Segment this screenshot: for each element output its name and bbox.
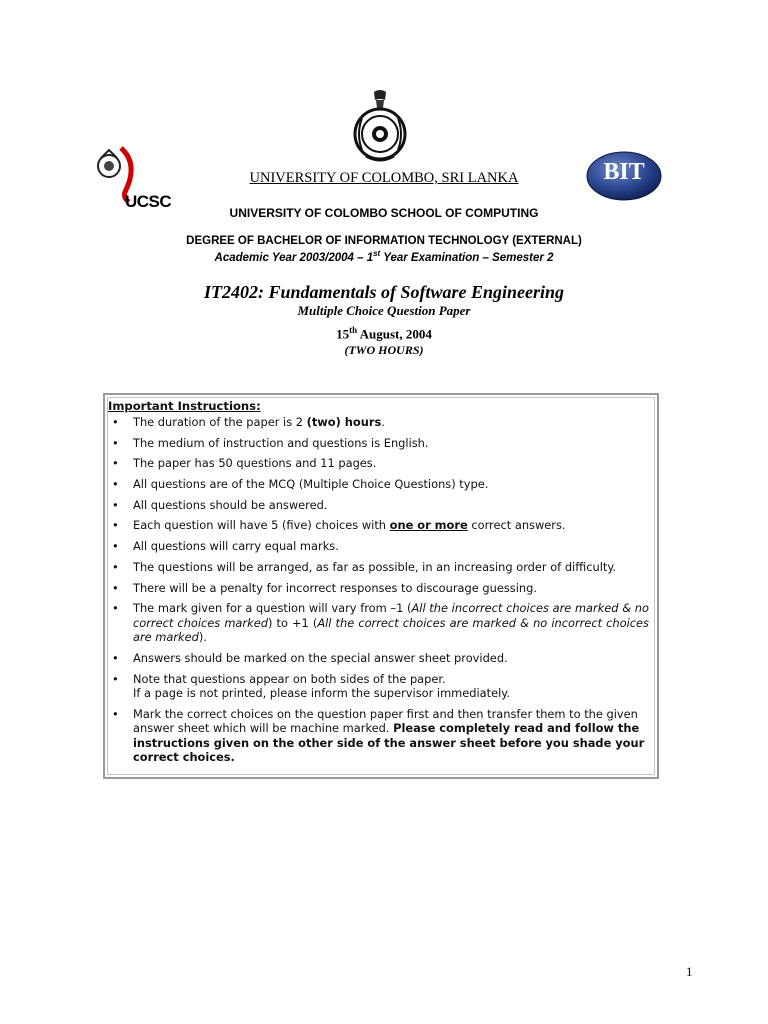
university-name: UNIVERSITY OF COLOMBO, SRI LANKA <box>249 170 519 186</box>
instruction-item <box>133 707 649 765</box>
instruction-text: If a page is not printed, please inform the supervisor immediately. <box>133 686 511 701</box>
exam-duration: (TWO HOURS) <box>344 343 424 357</box>
instruction-item <box>133 415 649 430</box>
instruction-item: • All questions should be answered. <box>133 498 649 513</box>
instruction-italic: All the correct choices are marked & no incorrect choices are marked <box>133 615 649 645</box>
instruction-emphasis: one or more <box>389 518 468 533</box>
university-crest-logo <box>352 88 408 164</box>
instruction-text: ). <box>198 630 207 645</box>
instructions-list <box>107 415 649 765</box>
exam-date <box>0 325 768 342</box>
instruction-text: Mark the correct choices on the question paper first and then transfer them to the given answer sheet which will be machine marked. <box>133 706 638 736</box>
instruction-item: • The paper has 50 questions and 11 pages. <box>133 456 649 471</box>
instruction-item: • All questions are of the MCQ (Multiple Choice Questions) type. <box>133 477 649 492</box>
instruction-item <box>133 518 649 533</box>
course-title: IT2402: Fundamentals of Software Engineering <box>203 282 565 302</box>
instruction-item: • The questions will be arranged, as far as possible, in an increasing order of difficulty. <box>133 560 649 575</box>
paper-type: Multiple Choice Question Paper <box>297 303 471 318</box>
bit-logo-text: BIT <box>603 159 645 185</box>
instruction-text: correct answers. <box>467 518 566 533</box>
instruction-emphasis: (two) hours <box>306 415 382 429</box>
instructions-heading: Important Instructions: <box>108 399 261 413</box>
instructions-box <box>103 393 659 779</box>
ucsc-logo-text: UCSC <box>125 192 172 211</box>
instruction-text: ) to +1 ( <box>267 615 318 630</box>
instruction-emphasis: Please completely read and follow the instructions given on the other side of the answer sheet before you shade your correct choices. <box>133 721 645 765</box>
instruction-italic: All the incorrect choices are marked & no correct choices marked <box>133 601 649 630</box>
instruction-text: The mark given for a question will vary from –1 ( <box>133 601 412 616</box>
school-name: UNIVERSITY OF COLOMBO SCHOOL OF COMPUTING <box>229 206 539 220</box>
instruction-item: • All questions will carry equal marks. <box>133 539 649 554</box>
instruction-item: • There will be a penalty for incorrect responses to discourage guessing. <box>133 581 649 596</box>
instruction-text: The duration of the paper is 2 <box>133 415 307 429</box>
instruction-item: • The medium of instruction and questions is English. <box>133 436 649 451</box>
instruction-text: . <box>381 415 385 429</box>
academic-year-prefix: Academic Year 2003/2004 – 1 <box>214 251 374 264</box>
instruction-item: • Answers should be marked on the special answer sheet provided. <box>133 651 649 666</box>
page-number: 1 <box>686 964 693 979</box>
academic-year-suffix: Year Examination – Semester 2 <box>380 251 554 264</box>
exam-date-rest: August, 2004 <box>357 326 432 342</box>
instruction-text: Note that questions appear on both sides of the paper. <box>133 671 446 686</box>
academic-year <box>0 249 768 264</box>
exam-date-day: 15 <box>336 326 350 342</box>
academic-year-sup: st <box>373 249 381 258</box>
degree-name: DEGREE OF BACHELOR OF INFORMATION TECHNOLOGY (EXTERNAL) <box>186 235 582 247</box>
instruction-text: Each question will have 5 (five) choices with <box>133 518 390 533</box>
exam-date-sup: th <box>349 325 358 335</box>
instruction-item <box>133 601 649 645</box>
instruction-item <box>133 672 649 701</box>
